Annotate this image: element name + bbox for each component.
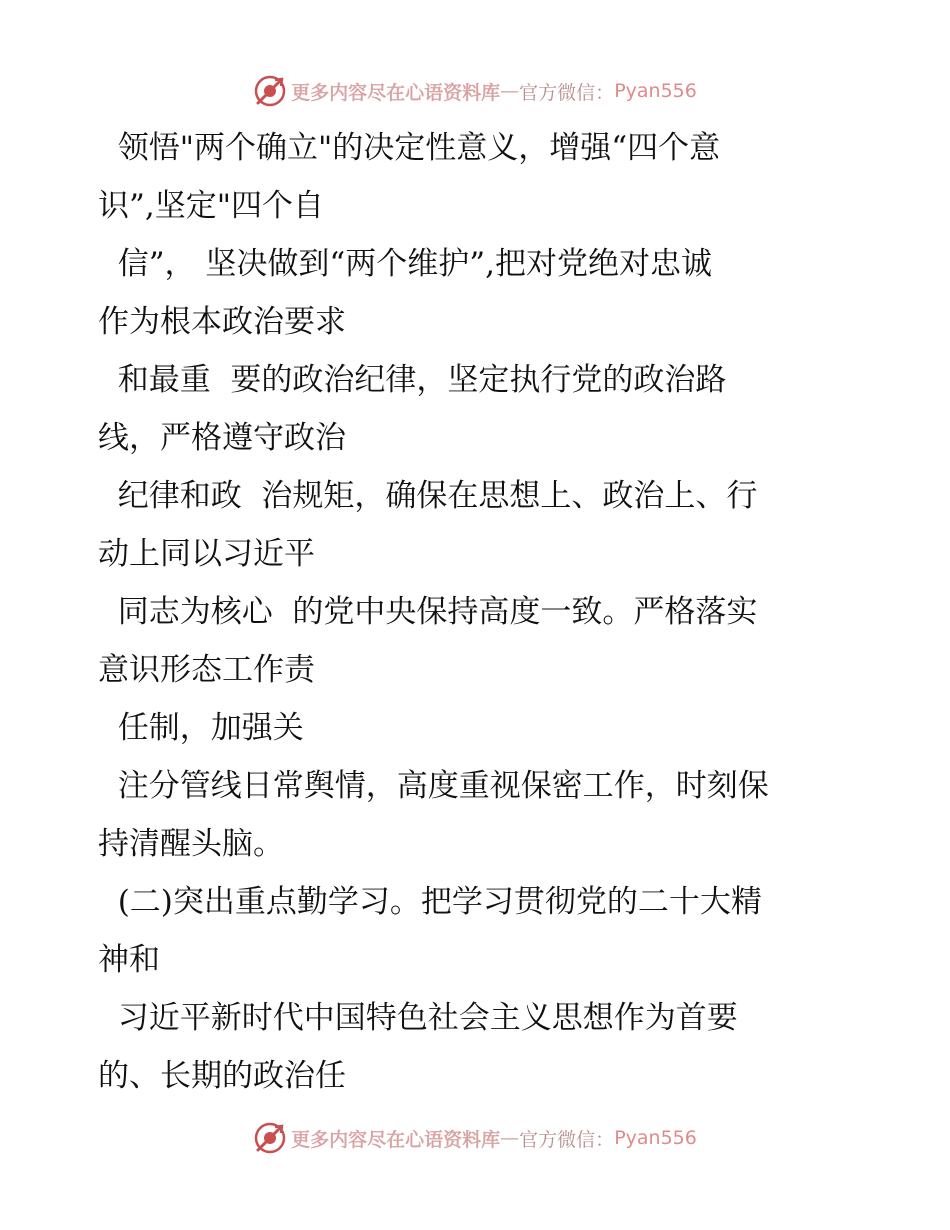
body-text	[98, 119, 878, 1105]
text-line: 的、长期的政治任	[98, 1058, 346, 1094]
logo-icon	[253, 1121, 287, 1155]
text-line: 注分管线日常舆情，高度重视保密工作，时刻保	[98, 768, 769, 804]
text-line: 线，严格遵守政治	[98, 420, 346, 456]
text-line: (二)突出重点勤学习。把学习贯彻党的二十大精	[98, 884, 762, 920]
banner-dash: —	[500, 80, 520, 102]
banner-account-label: 官方微信：	[519, 1128, 615, 1151]
logo-icon	[253, 74, 287, 108]
banner-account-label: 官方微信：	[519, 81, 615, 104]
banner-title: 更多内容尽在心语资料库	[291, 81, 501, 104]
text-line: 信”， 坚决做到“两个维护”,把对党绝对忠诚	[98, 246, 712, 282]
banner-account-id: Pyan556	[614, 80, 697, 102]
text-line: 动上同以习近平	[98, 536, 315, 572]
text-line: 持清醒头脑。	[98, 826, 284, 862]
banner-dash: —	[500, 1127, 520, 1149]
banner-title: 更多内容尽在心语资料库	[291, 1128, 501, 1151]
text-line: 习近平新时代中国特色社会主义思想作为首要	[98, 1000, 738, 1036]
footer-banner	[0, 1118, 950, 1158]
header-banner	[0, 71, 950, 111]
text-line: 神和	[98, 942, 160, 978]
text-line: 任制，加强关	[98, 710, 304, 746]
text-line: 同志为核心 的党中央保持高度一致。严格落实	[98, 594, 758, 630]
text-line: 和最重 要的政治纪律，坚定执行党的政治路	[98, 362, 727, 398]
text-line: 纪律和政 治规矩，确保在思想上、政治上、行	[98, 478, 758, 514]
text-line: 意识形态工作责	[98, 652, 315, 688]
text-line: 领悟"两个确立"的决定性意义，增强“四个意	[98, 130, 721, 166]
text-line: 识”,坚定"四个自	[98, 188, 324, 224]
text-line: 作为根本政治要求	[98, 304, 346, 340]
banner-account-id: Pyan556	[614, 1127, 697, 1149]
